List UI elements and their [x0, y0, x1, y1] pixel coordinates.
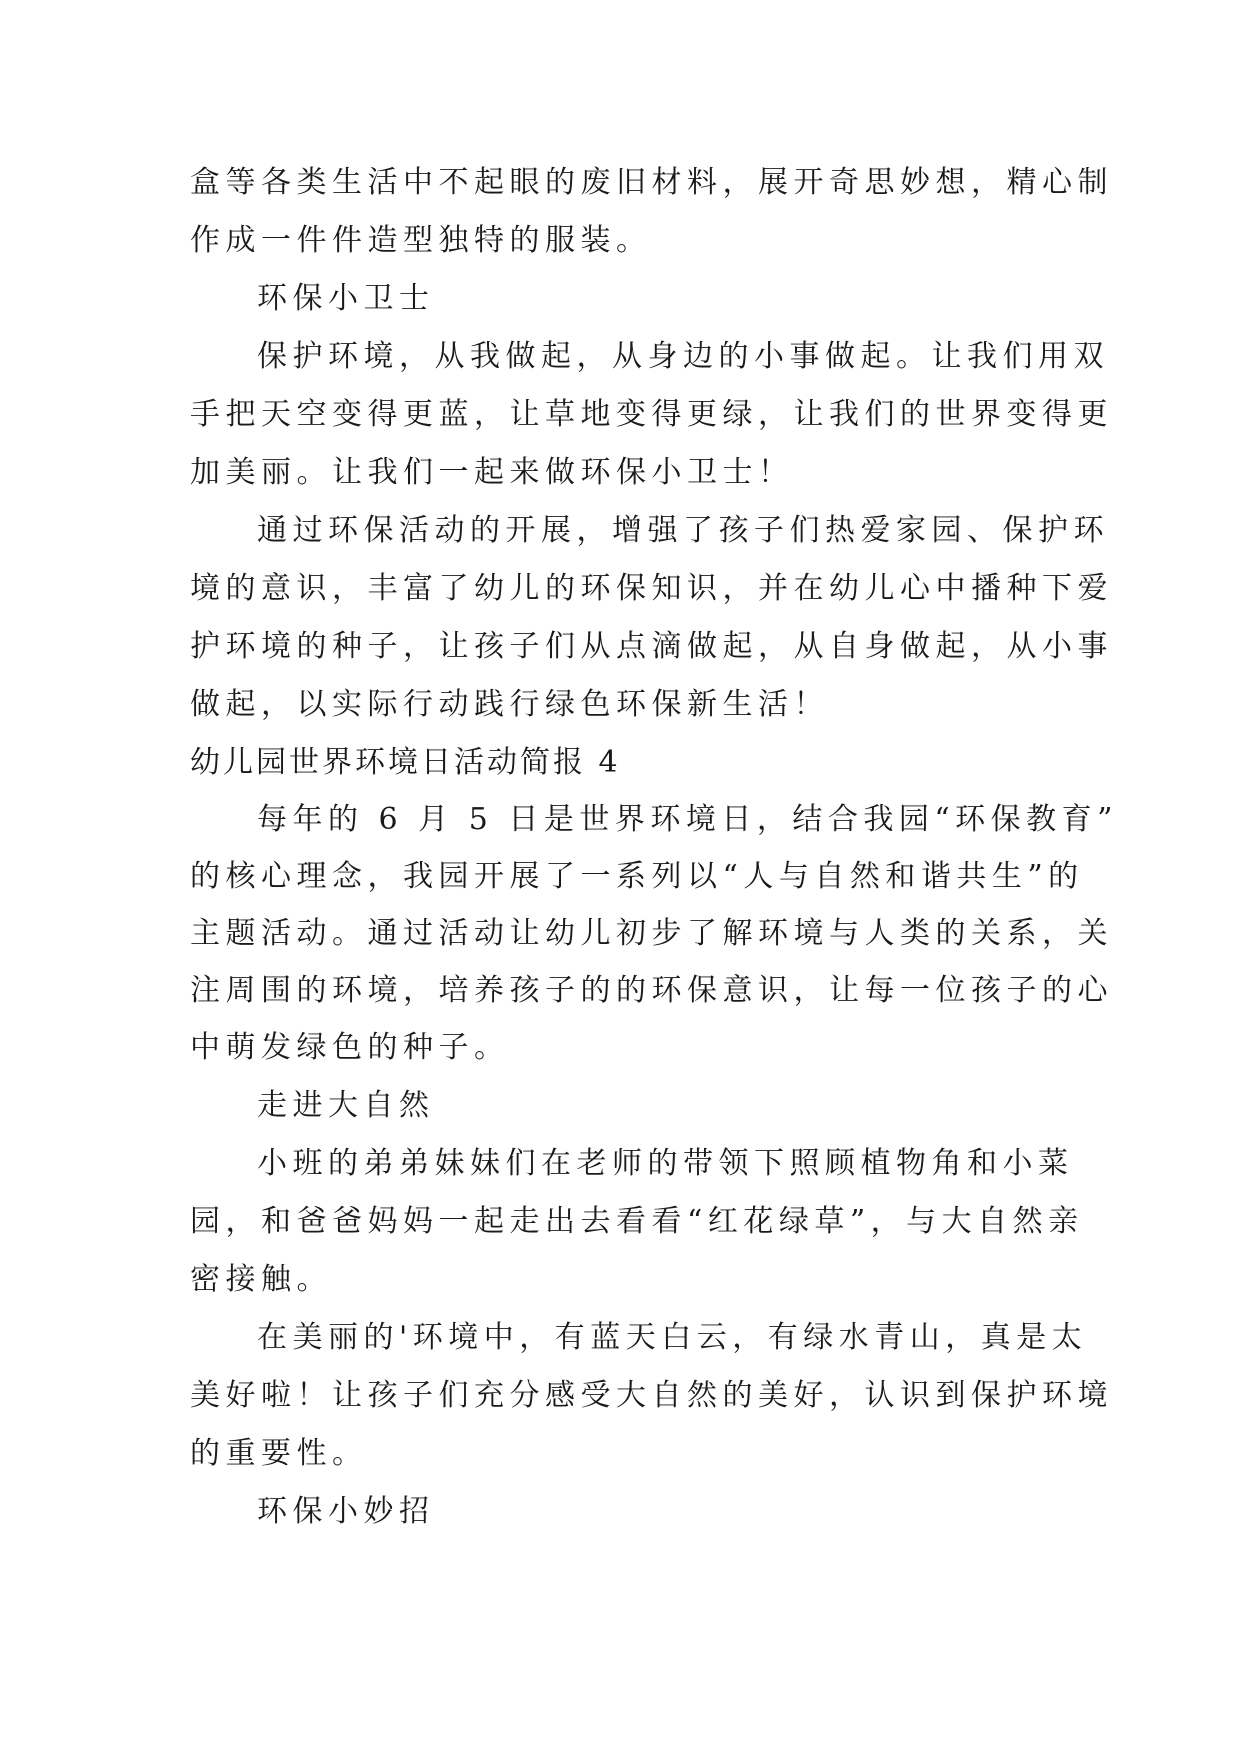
paragraph-first-line: 小班的弟弟妹妹们在老师的带领下照顾植物角和小菜: [257, 1146, 1074, 1181]
body-text-line: 注周围的环境，培养孩子的的环保意识，让每一位孩子的心: [190, 973, 1113, 1008]
body-text-line: 园，和爸爸妈妈一起走出去看看“红花绿草”，与大自然亲: [190, 1204, 1084, 1239]
paragraph-first-line: 通过环保活动的开展，增强了孩子们热爱家园、保护环: [257, 513, 1109, 548]
body-text-line: 作成一件件造型独特的服装。: [190, 223, 652, 258]
body-text-line: 主题活动。通过活动让幼儿初步了解环境与人类的关系，关: [190, 916, 1113, 951]
paragraph-first-line: 在美丽的'环境中，有蓝天白云，有绿水青山，真是太: [257, 1320, 1088, 1355]
body-text-line: 中萌发绿色的种子。: [190, 1030, 510, 1065]
body-text-line: 护环境的种子，让孩子们从点滴做起，从自身做起，从小事: [190, 629, 1113, 664]
body-text-line: 的核心理念，我园开展了一系列以“人与自然和谐共生”的: [190, 859, 1084, 894]
body-text-line: 密接触。: [190, 1262, 332, 1297]
body-text-line: 美好啦！让孩子们充分感受大自然的美好，认识到保护环境: [190, 1378, 1113, 1413]
article-title: 幼儿园世界环境日活动简报 4: [190, 745, 621, 780]
section-heading: 环保小妙招: [257, 1494, 435, 1529]
body-text-line: 的重要性。: [190, 1436, 368, 1471]
body-text-line: 盒等各类生活中不起眼的废旧材料，展开奇思妙想，精心制: [190, 165, 1113, 200]
paragraph-first-line: 保护环境，从我做起，从身边的小事做起。让我们用双: [257, 339, 1109, 374]
body-text-line: 境的意识，丰富了幼儿的环保知识，并在幼儿心中播种下爱: [190, 571, 1113, 606]
paragraph-first-line: 每年的 6 月 5 日是世界环境日，结合我园“环保教育”: [257, 802, 1118, 837]
body-text-line: 加美丽。让我们一起来做环保小卫士！: [190, 455, 794, 490]
section-heading: 走进大自然: [257, 1088, 435, 1123]
body-text-line: 做起，以实际行动践行绿色环保新生活！: [190, 687, 829, 722]
body-text-line: 手把天空变得更蓝，让草地变得更绿，让我们的世界变得更: [190, 397, 1113, 432]
section-heading: 环保小卫士: [257, 281, 435, 316]
